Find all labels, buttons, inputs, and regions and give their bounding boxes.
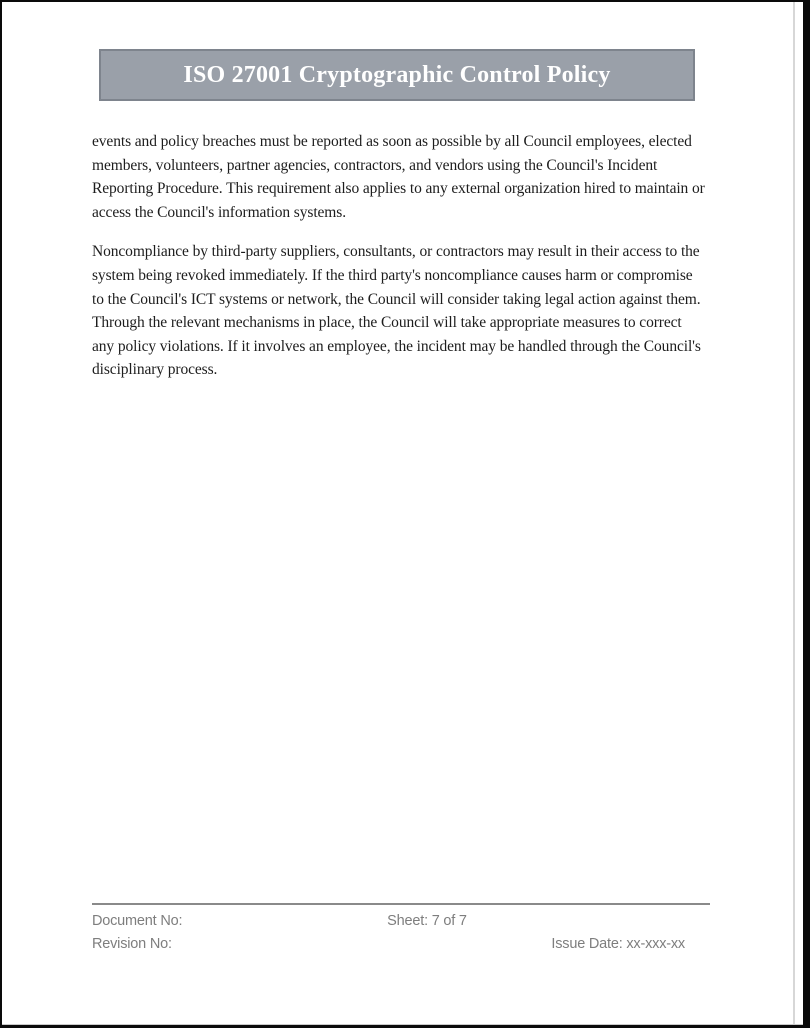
page-title: ISO 27001 Cryptographic Control Policy: [183, 61, 611, 88]
page-edge-line-bottom: [2, 1024, 803, 1025]
footer-issue-date-label: Issue Date: xx-xxx-xx: [551, 935, 685, 952]
page-edge-line-right: [793, 2, 795, 1025]
title-banner: [99, 49, 695, 101]
footer-document-no-label: Document No:: [92, 912, 183, 929]
body-paragraph: Noncompliance by third-party suppliers, consultants, or contractors may result in their access to the system being revoked immediately. If the third party's noncompliance causes harm or compromise to the Council's ICT systems or network, the Council will consider taking legal action against them. Through the relevant mechanisms in place, the Council will take appropriate measures to correct any policy violations. If it involves an employee, the incident may be handled through the Council's disciplinary process.: [92, 243, 701, 379]
page-footer: [92, 909, 710, 955]
document-body: [92, 130, 705, 398]
footer-divider: [92, 903, 710, 905]
body-paragraph: events and policy breaches must be reported as soon as possible by all Council employees, elected members, volunteers, partner agencies, contractors, and vendors using the Council's Incident Reporting Procedure. This requirement also applies to any external organization hired to maintain or access the Council's information systems.: [92, 133, 705, 221]
footer-revision-no-label: Revision No:: [92, 935, 172, 952]
footer-sheet-label: Sheet: 7 of 7: [387, 912, 467, 929]
